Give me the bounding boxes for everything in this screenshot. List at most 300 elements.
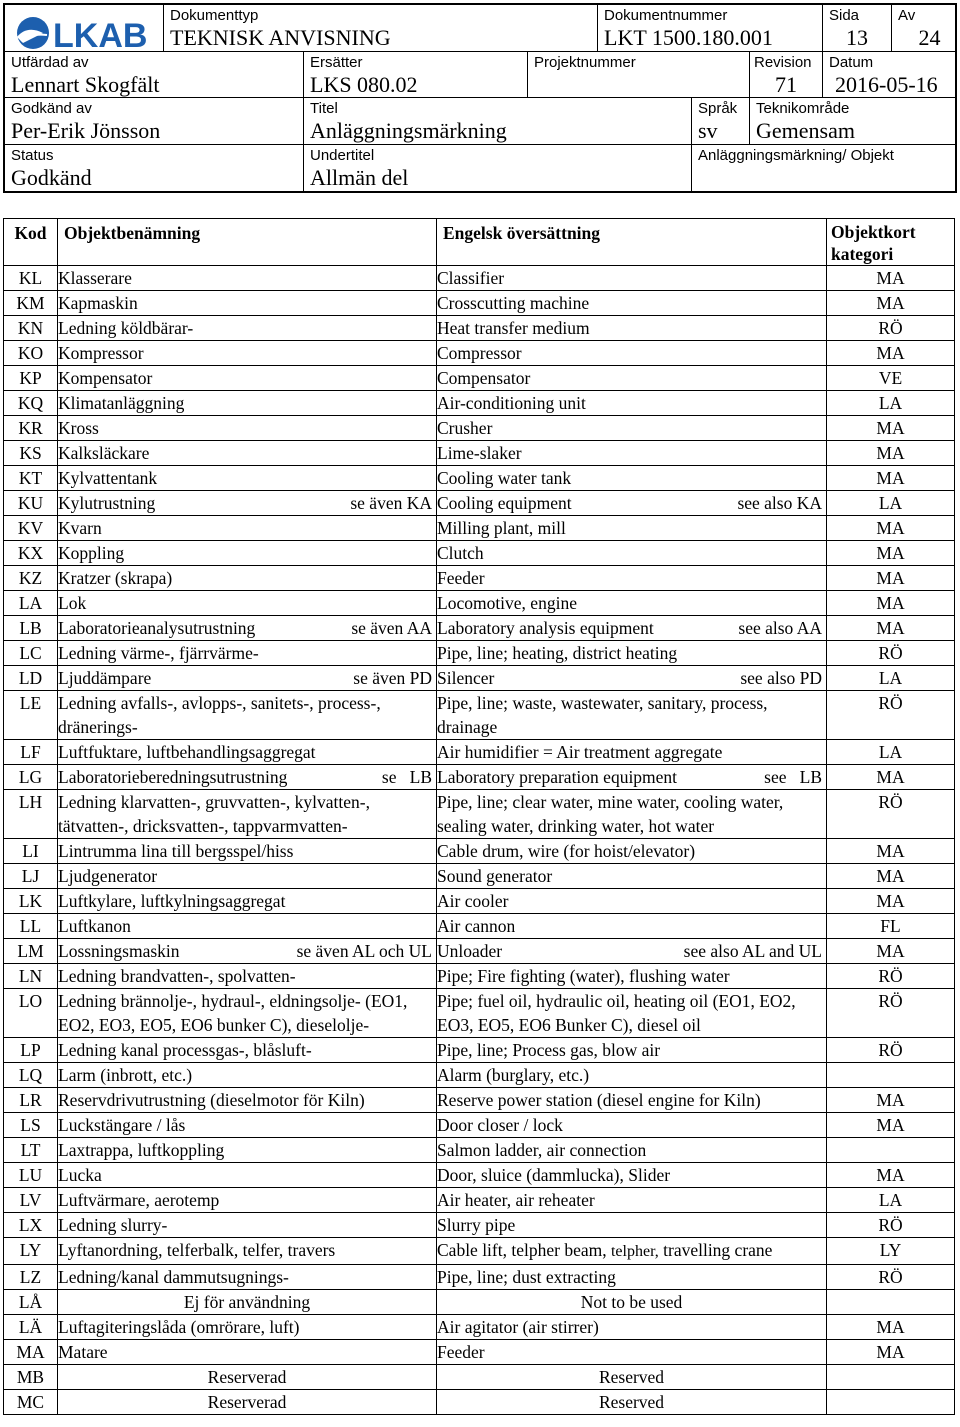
row-swedish-name (58, 765, 437, 790)
row-swedish-name (58, 1138, 437, 1163)
row-code: LY (4, 1238, 58, 1265)
approved-value: Per-Erik Jönsson (11, 118, 161, 143)
cell-text: Reserved (598, 1392, 665, 1412)
table-row (4, 1238, 955, 1265)
row-code: KS (4, 441, 58, 466)
table-row (4, 266, 955, 291)
row-english-name (437, 1138, 827, 1163)
doctype-label: Dokumenttyp (170, 7, 259, 24)
row-english-name (437, 1290, 827, 1315)
cell-see-also-note: se LB (381, 767, 432, 787)
row-english-name (437, 765, 827, 790)
cell-text: Matare (58, 1342, 108, 1362)
row-code: LI (4, 839, 58, 864)
row-category: MA (827, 291, 955, 316)
cell-text: Cable lift, telpher beam, (437, 1240, 611, 1260)
cell-text: Feeder (437, 1342, 485, 1362)
row-swedish-name (58, 939, 437, 964)
row-category: LA (827, 491, 955, 516)
row-english-name (437, 1113, 827, 1138)
lkab-logo-icon (13, 11, 161, 55)
table-row (4, 989, 955, 1038)
row-category: MA (827, 1315, 955, 1340)
table-row (4, 914, 955, 939)
cell-text: Lime-slaker (437, 443, 522, 463)
cell-text: Ledning/kanal dammutsugnings- (58, 1267, 289, 1287)
row-swedish-name (58, 666, 437, 691)
table-body (4, 266, 955, 1415)
row-code: MB (4, 1365, 58, 1390)
cell-text: Feeder (437, 568, 485, 588)
table-row (4, 1163, 955, 1188)
row-swedish-name (58, 790, 437, 839)
row-category (827, 1138, 955, 1163)
row-category: MA (827, 266, 955, 291)
row-english-name (437, 341, 827, 366)
docnr-cell (597, 5, 822, 52)
row-swedish-name (58, 1113, 437, 1138)
table-row (4, 1063, 955, 1088)
cell-see-also-note: se även KA (350, 493, 432, 513)
row-english-name (437, 416, 827, 441)
cell-text: Laboratorieanalysutrustning (58, 618, 256, 638)
cell-text: Air cooler (437, 891, 509, 911)
cell-text: Air heater, air reheater (437, 1190, 595, 1210)
cell-text: Cooling water tank (437, 468, 572, 488)
row-english-name (437, 541, 827, 566)
row-code: KN (4, 316, 58, 341)
cell-text: Ledning köldbärar- (58, 318, 194, 338)
row-category: MA (827, 616, 955, 641)
cell-text: Larm (inbrott, etc.) (58, 1065, 193, 1085)
document-header (3, 3, 957, 193)
column-header-name: Objektbenämning (58, 219, 437, 266)
table-row (4, 1340, 955, 1365)
cell-text: Pipe, line; heating, district heating (437, 643, 678, 663)
cell-see-also-note: see also AL and UL (683, 941, 822, 961)
row-english-name (437, 939, 827, 964)
cell-text: Kompressor (58, 343, 144, 363)
table-row (4, 1213, 955, 1238)
cell-see-also-note: see also AA (738, 618, 822, 638)
row-swedish-name (58, 1315, 437, 1340)
row-category: RÖ (827, 691, 955, 740)
cell-text: Clutch (437, 543, 484, 563)
row-category: RÖ (827, 316, 955, 341)
row-english-name (437, 266, 827, 291)
cell-text: Reserverad (207, 1392, 287, 1412)
pages-total-cell (891, 5, 955, 52)
row-english-name (437, 591, 827, 616)
subtitle-cell (303, 145, 691, 191)
table-row (4, 441, 955, 466)
logo-cell (5, 5, 163, 55)
cell-text: Koppling (58, 543, 125, 563)
table-row (4, 416, 955, 441)
row-category: MA (827, 416, 955, 441)
page-label: Sida (829, 7, 860, 24)
row-english-name (437, 291, 827, 316)
table-row (4, 740, 955, 765)
table-row (4, 391, 955, 416)
row-code: LX (4, 1213, 58, 1238)
cell-text: Ej för användning (183, 1292, 311, 1312)
cell-text: Alarm (burglary, etc.) (437, 1065, 590, 1085)
cell-text: Kross (58, 418, 99, 438)
row-english-name (437, 391, 827, 416)
row-english-name (437, 1213, 827, 1238)
of-value: 24 (918, 25, 941, 50)
row-swedish-name (58, 341, 437, 366)
row-english-name (437, 914, 827, 939)
row-english-name (437, 964, 827, 989)
table-row (4, 616, 955, 641)
row-english-name (437, 516, 827, 541)
row-code: LQ (4, 1063, 58, 1088)
cell-text: Air humidifier = Air treatment aggregate (437, 742, 723, 762)
table-row (4, 1265, 955, 1290)
row-code: LF (4, 740, 58, 765)
row-code: KQ (4, 391, 58, 416)
row-category: RÖ (827, 989, 955, 1038)
approved-label: Godkänd av (11, 100, 92, 117)
table-row (4, 939, 955, 964)
row-category: MA (827, 466, 955, 491)
row-code: KL (4, 266, 58, 291)
cell-text: Kratzer (skrapa) (58, 568, 173, 588)
cell-text: Luftagiteringslåda (omrörare, luft) (58, 1317, 300, 1337)
row-english-name (437, 1238, 827, 1265)
cell-text: Laboratory analysis equipment (437, 618, 654, 638)
revision-cell (749, 52, 822, 98)
row-swedish-name (58, 1163, 437, 1188)
column-header-category-line2: kategori (831, 244, 894, 264)
table-row (4, 316, 955, 341)
row-swedish-name (58, 641, 437, 666)
cell-text: Compressor (437, 343, 522, 363)
row-english-name (437, 666, 827, 691)
row-swedish-name (58, 1365, 437, 1390)
row-code: LA (4, 591, 58, 616)
row-english-name (437, 441, 827, 466)
table-row (4, 1365, 955, 1390)
status-cell (5, 145, 303, 191)
cell-text: Pipe; fuel oil, hydraulic oil, heating oil (EO1, EO2, EO3, EO5, EO6 Bunker C), diesel oil (437, 991, 796, 1035)
table-row (4, 466, 955, 491)
cell-text: Silencer (437, 668, 495, 688)
cell-see-also-note: see LB (764, 767, 822, 787)
row-code: LS (4, 1113, 58, 1138)
row-swedish-name (58, 964, 437, 989)
cell-text: Lyftanordning, telferbalk, telfer, travers (58, 1240, 336, 1260)
cell-text: Luckstängare / lås (58, 1115, 186, 1135)
table-row (4, 516, 955, 541)
row-swedish-name (58, 441, 437, 466)
project-cell (527, 52, 749, 98)
table-row (4, 964, 955, 989)
cell-text: Ledning värme-, fjärrvärme- (58, 643, 259, 663)
table-row (4, 366, 955, 391)
area-label: Teknikområde (756, 100, 850, 117)
cell-text: Lok (58, 593, 87, 613)
row-english-name (437, 491, 827, 516)
row-swedish-name (58, 391, 437, 416)
revision-label: Revision (754, 54, 812, 71)
cell-text: Heat transfer medium (437, 318, 590, 338)
row-english-name (437, 316, 827, 341)
row-english-name (437, 691, 827, 740)
cell-text: Pipe, line; Process gas, blow air (437, 1040, 661, 1060)
language-value: sv (698, 118, 718, 143)
row-swedish-name (58, 1238, 437, 1265)
row-category: LA (827, 740, 955, 765)
row-category: MA (827, 1163, 955, 1188)
row-category: MA (827, 1340, 955, 1365)
cell-text: Pipe, line; waste, wastewater, sanitary, process, drainage (437, 693, 768, 737)
cell-text: Klasserare (58, 268, 132, 288)
area-value: Gemensam (756, 118, 855, 143)
row-code: LÅ (4, 1290, 58, 1315)
row-code: LK (4, 889, 58, 914)
cell-text: Crusher (437, 418, 493, 438)
row-english-name (437, 740, 827, 765)
row-category: MA (827, 939, 955, 964)
row-swedish-name (58, 366, 437, 391)
row-swedish-name (58, 1340, 437, 1365)
row-code: LV (4, 1188, 58, 1213)
cell-text: Slurry pipe (437, 1215, 516, 1235)
row-english-name (437, 1038, 827, 1063)
row-code: LT (4, 1138, 58, 1163)
row-swedish-name (58, 740, 437, 765)
cell-text: Air cannon (437, 916, 516, 936)
cell-text: Compensator (437, 368, 531, 388)
row-category: MA (827, 341, 955, 366)
project-label: Projektnummer (534, 54, 636, 71)
of-label: Av (898, 7, 916, 24)
status-label: Status (11, 147, 54, 164)
row-code: KM (4, 291, 58, 316)
row-category (827, 1390, 955, 1415)
row-code: LO (4, 989, 58, 1038)
cell-text: Ljudgenerator (58, 866, 158, 886)
row-english-name (437, 1188, 827, 1213)
row-code: KU (4, 491, 58, 516)
row-code: MA (4, 1340, 58, 1365)
row-code: LC (4, 641, 58, 666)
row-swedish-name (58, 1188, 437, 1213)
row-english-name (437, 1163, 827, 1188)
row-swedish-name (58, 266, 437, 291)
row-swedish-name (58, 1213, 437, 1238)
cell-text: Air agitator (air stirrer) (437, 1317, 599, 1337)
table-row (4, 790, 955, 839)
row-category: RÖ (827, 790, 955, 839)
row-english-name (437, 616, 827, 641)
cell-text: Not to be used (580, 1292, 683, 1312)
row-swedish-name (58, 541, 437, 566)
cell-text: Kvarn (58, 518, 102, 538)
cell-text: Pipe, line; clear water, mine water, cooling water, sealing water, drinking water, hot water (437, 792, 784, 836)
cell-text: Classifier (437, 268, 505, 288)
cell-text: Salmon ladder, air connection (437, 1140, 647, 1160)
cell-text-small: telpher, (610, 1243, 659, 1260)
row-english-name (437, 1315, 827, 1340)
doctype-cell (163, 5, 597, 52)
row-english-name (437, 790, 827, 839)
table-row (4, 839, 955, 864)
table-row (4, 1038, 955, 1063)
row-english-name (437, 366, 827, 391)
revision-value: 71 (775, 72, 797, 97)
cell-text: Luftfuktare, luftbehandlingsaggregat (58, 742, 316, 762)
cell-text: Kalksläckare (58, 443, 150, 463)
row-code: LP (4, 1038, 58, 1063)
table-row (4, 591, 955, 616)
row-swedish-name (58, 989, 437, 1038)
status-value: Godkänd (11, 165, 92, 190)
cell-see-also-note: se även AA (351, 618, 432, 638)
cell-text: Ljuddämpare (58, 668, 152, 688)
cell-text: Pipe; Fire fighting (water), flushing water (437, 966, 730, 986)
cell-text: Reservdrivutrustning (dieselmotor för Kiln) (58, 1090, 365, 1110)
lkab-logo (13, 11, 161, 55)
table-row (4, 691, 955, 740)
row-category: MA (827, 864, 955, 889)
row-english-name (437, 1390, 827, 1415)
table-row (4, 641, 955, 666)
row-swedish-name (58, 616, 437, 641)
cell-see-also-note: se även AL och UL (296, 941, 432, 961)
row-code: MC (4, 1390, 58, 1415)
cell-text: Ledning kanal processgas-, blåsluft- (58, 1040, 312, 1060)
table-row (4, 1315, 955, 1340)
cell-text: Laxtrappa, luftkoppling (58, 1140, 225, 1160)
cell-text: Laboratory preparation equipment (437, 767, 678, 787)
row-code: LE (4, 691, 58, 740)
title-value: Anläggningsmärkning (310, 118, 507, 143)
row-swedish-name (58, 491, 437, 516)
row-code: KX (4, 541, 58, 566)
row-swedish-name (58, 566, 437, 591)
approved-cell (5, 98, 303, 145)
date-label: Datum (829, 54, 874, 71)
row-category: MA (827, 765, 955, 790)
row-swedish-name (58, 839, 437, 864)
table-row (4, 889, 955, 914)
cell-text: Milling plant, mill (437, 518, 566, 538)
table-row (4, 864, 955, 889)
cell-text-tail: travelling crane (658, 1240, 773, 1260)
row-category: MA (827, 839, 955, 864)
row-category (827, 1365, 955, 1390)
cell-text: Reserved (598, 1367, 665, 1387)
row-code: KO (4, 341, 58, 366)
row-swedish-name (58, 291, 437, 316)
table-row (4, 1088, 955, 1113)
row-code: KR (4, 416, 58, 441)
cell-text: Kapmaskin (58, 293, 138, 313)
row-code: KT (4, 466, 58, 491)
cell-text: Ledning klarvatten-, gruvvatten-, kylvatten-, tätvatten-, dricksvatten-, tappvarmvatten- (58, 792, 370, 836)
docnr-label: Dokumentnummer (604, 7, 728, 24)
row-english-name (437, 1365, 827, 1390)
row-code: LG (4, 765, 58, 790)
table-header-row (4, 219, 955, 266)
cell-text: Luftvärmare, aerotemp (58, 1190, 220, 1210)
row-category: MA (827, 516, 955, 541)
replaces-value: LKS 080.02 (310, 72, 418, 97)
cell-text: Kylvattentank (58, 468, 158, 488)
logo-text: LKAB (53, 17, 148, 55)
date-cell (822, 52, 955, 98)
issued-label: Utfärdad av (11, 54, 89, 71)
subtitle-value: Allmän del (310, 165, 409, 190)
row-category: MA (827, 889, 955, 914)
page-cell (822, 5, 891, 52)
row-swedish-name (58, 889, 437, 914)
category-label: Anläggningsmärkning/ Objekt (698, 147, 894, 164)
row-english-name (437, 889, 827, 914)
row-swedish-name (58, 1265, 437, 1290)
table-row (4, 765, 955, 790)
language-cell (691, 98, 749, 145)
row-swedish-name (58, 516, 437, 541)
column-header-code: Kod (4, 219, 58, 266)
table-row (4, 1390, 955, 1415)
cell-text: Ledning slurry- (58, 1215, 168, 1235)
row-swedish-name (58, 1088, 437, 1113)
row-category: MA (827, 1113, 955, 1138)
row-swedish-name (58, 466, 437, 491)
row-category: RÖ (827, 641, 955, 666)
row-code: LN (4, 964, 58, 989)
cell-text: Door closer / lock (437, 1115, 563, 1135)
row-category: RÖ (827, 964, 955, 989)
cell-text: Unloader (437, 941, 503, 961)
cell-text: Cable drum, wire (for hoist/elevator) (437, 841, 696, 861)
docnr-value: LKT 1500.180.001 (604, 25, 773, 50)
row-code: KP (4, 366, 58, 391)
title-cell (303, 98, 691, 145)
cell-text: Lucka (58, 1165, 102, 1185)
row-swedish-name (58, 1290, 437, 1315)
row-code: LD (4, 666, 58, 691)
page-value: 13 (846, 25, 868, 50)
cell-text: Kylutrustning (58, 493, 156, 513)
cell-text: Ledning brännolje-, hydraul-, eldningsolje- (EO1, EO2, EO3, EO5, EO6 bunker C), dieselolje- (58, 991, 408, 1035)
cell-text: Reserverad (207, 1367, 287, 1387)
table-row (4, 291, 955, 316)
cell-text: Crosscutting machine (437, 293, 590, 313)
category-cell (691, 145, 955, 191)
row-swedish-name (58, 914, 437, 939)
row-code: KV (4, 516, 58, 541)
row-category: MA (827, 541, 955, 566)
row-category: MA (827, 591, 955, 616)
row-category: RÖ (827, 1038, 955, 1063)
replaces-label: Ersätter (310, 54, 363, 71)
row-code: LR (4, 1088, 58, 1113)
cell-text: Locomotive, engine (437, 593, 577, 613)
table-row (4, 541, 955, 566)
column-header-category-line1: Objektkort (831, 222, 916, 242)
table-row (4, 1113, 955, 1138)
title-label: Titel (310, 100, 338, 117)
table-row (4, 491, 955, 516)
row-english-name (437, 566, 827, 591)
row-english-name (437, 1088, 827, 1113)
